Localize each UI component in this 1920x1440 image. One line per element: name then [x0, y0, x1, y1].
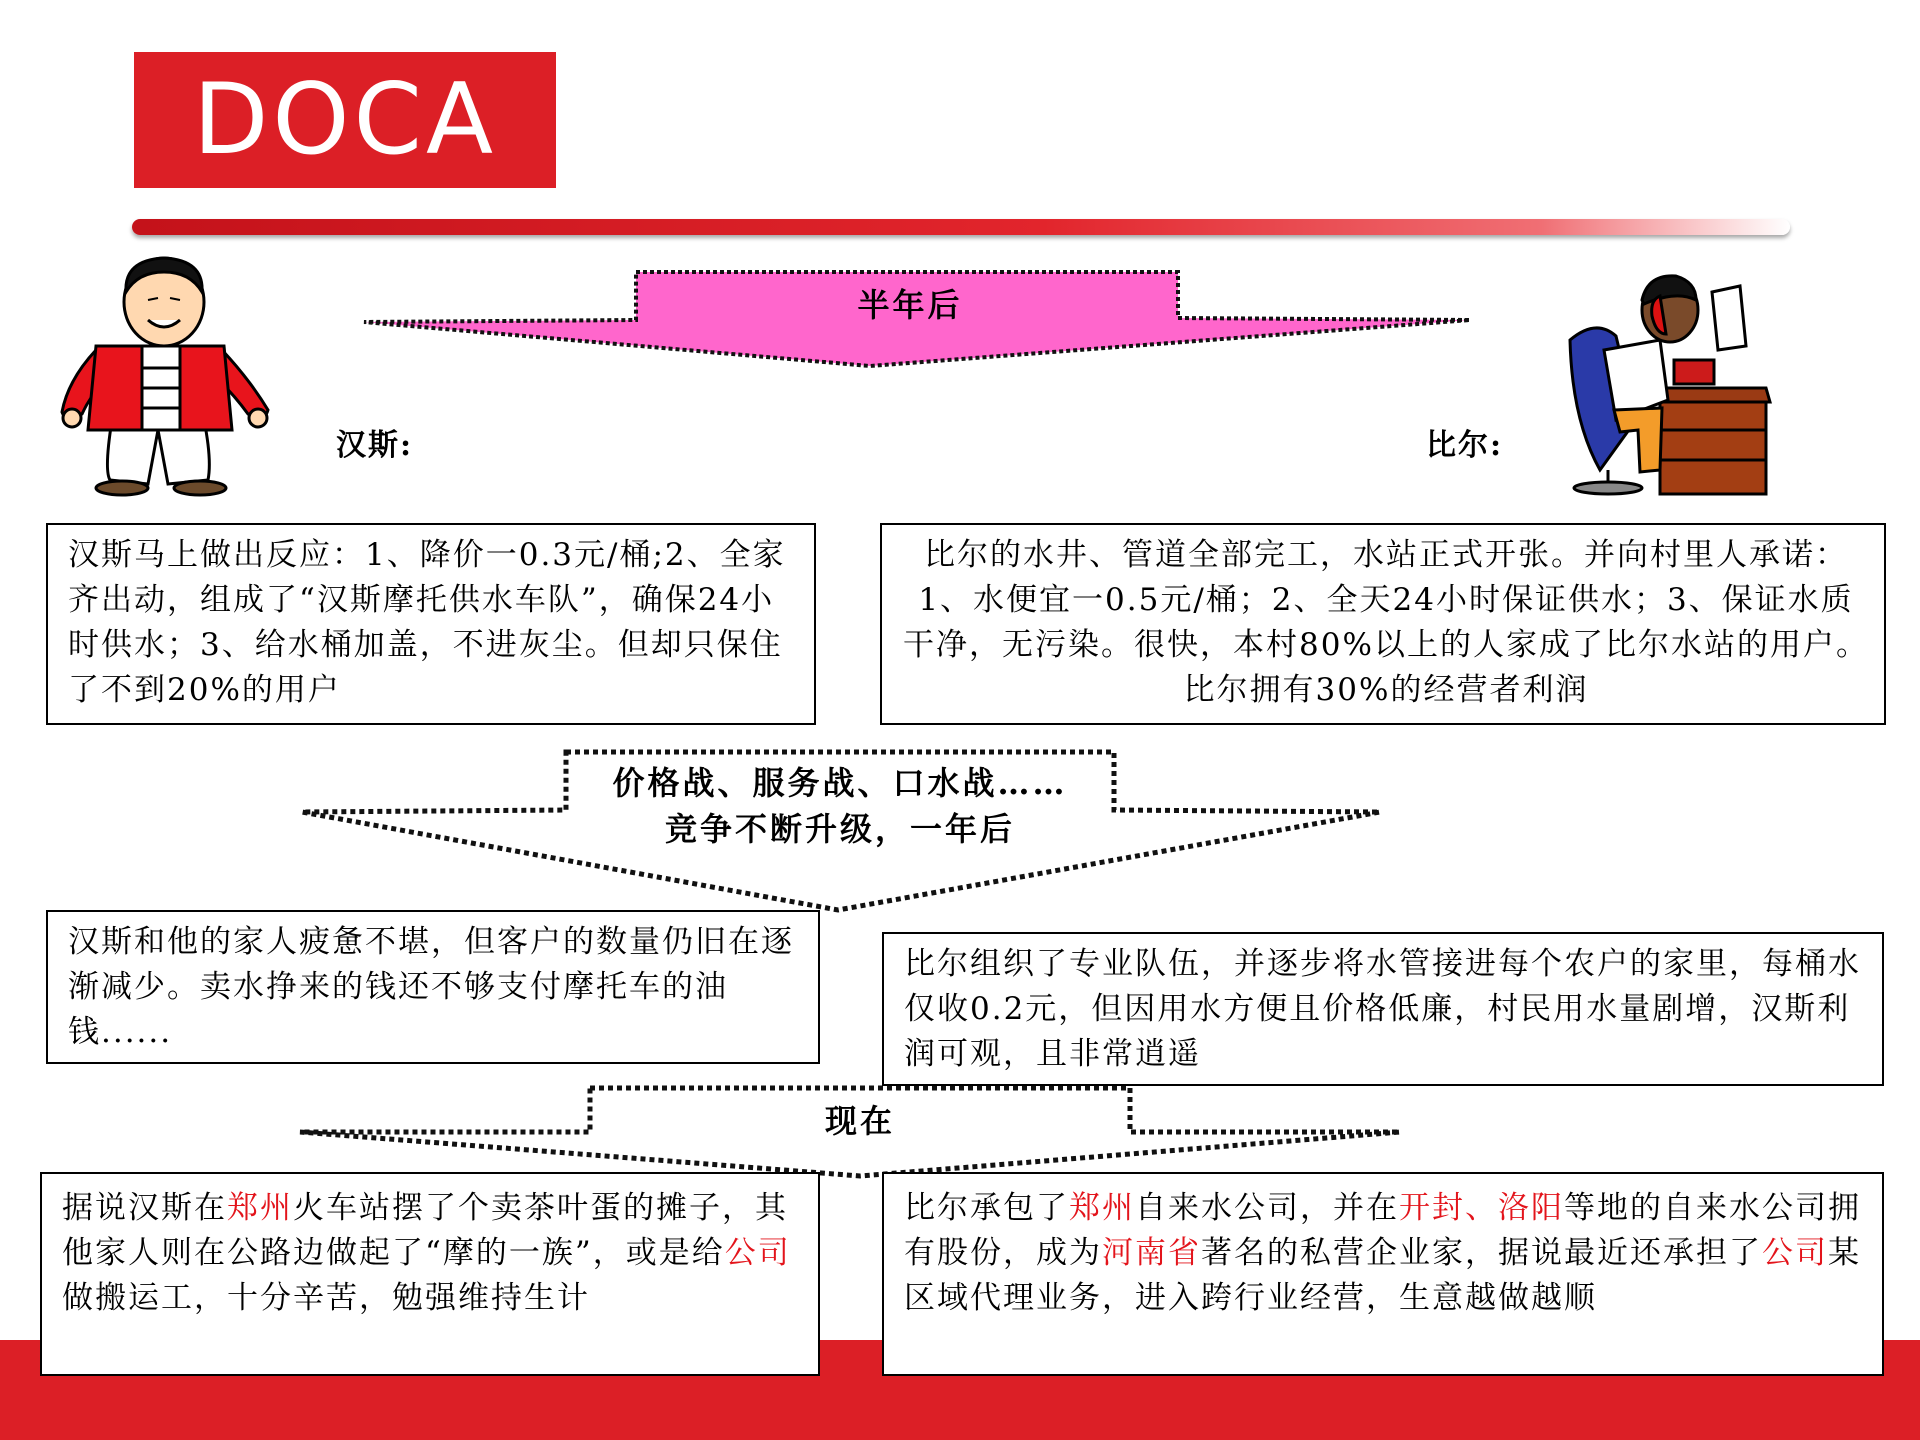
hans-name-label: 汉斯:: [336, 428, 414, 463]
hans-one-year-box: [46, 910, 820, 1064]
bill-now-text-1: 比尔承包了: [904, 1190, 1069, 1226]
bill-now-text-4: 著名的私营企业家，据说最近还承担了: [1201, 1235, 1762, 1271]
bill-half-year-text: 比尔的水井、管道全部完工，水站正式开张。并向村里人承诺：1、水便宜一0.5元/桶；2、全天24小时保证供水；3、保证水质干净，无污染。很快，本村80%以上的人家成了比尔水站的用户。比尔拥有30%的经营者利润: [903, 537, 1869, 708]
bill-now-text-5: 某区域代理业务，进入跨行业经营，生意越做越顺: [904, 1235, 1861, 1316]
hans-half-year-text: 汉斯马上做出反应：1、降价一0.3元/桶;2、全家齐出动，组成了“汉斯摩托供水车队”，确保24小时供水；3、给水桶加盖，不进灰尘。但却只保住了不到20%的用户: [68, 537, 786, 708]
logo-text: DOCA: [192, 63, 498, 177]
bill-now-text-2: 自来水公司，并在: [1135, 1190, 1399, 1226]
hans-now-text-3: 做搬运工，十分辛苦，勉强维持生计: [62, 1280, 590, 1316]
now-label: 现在: [824, 1102, 895, 1140]
hans-now-box: [40, 1172, 820, 1376]
half-year-label: 半年后: [857, 286, 963, 324]
hans-now-highlight-company: 公司: [724, 1235, 791, 1271]
bill-one-year-box: [882, 932, 1884, 1086]
hans-now-text-1: 据说汉斯在: [62, 1190, 227, 1226]
bill-now-text-3: 等地的自来水公司拥有股份，成为: [904, 1190, 1861, 1271]
hans-one-year-text: 汉斯和他的家人疲惫不堪，但客户的数量仍旧在逐渐减少。卖水挣来的钱还不够支付摩托车的油钱......: [68, 924, 794, 1050]
bill-name-label: 比尔:: [1426, 428, 1504, 463]
hans-now-highlight-zhengzhou: 郑州: [227, 1190, 293, 1226]
bill-now-highlight-company: 公司: [1762, 1235, 1828, 1271]
bill-now-box: [882, 1172, 1884, 1376]
bill-half-year-box: [880, 523, 1886, 725]
bill-now-highlight-henan: 河南省: [1102, 1235, 1201, 1271]
price-war-label: 价格战、服务战、口水战……: [612, 764, 1068, 802]
one-year-label: 竞争不断升级，一年后: [664, 810, 1015, 848]
bill-now-highlight-zhengzhou: 郑州: [1069, 1190, 1135, 1226]
bill-one-year-text: 比尔组织了专业队伍，并逐步将水管接进每个农户的家里，每桶水仅收0.2元，但因用水方便且价格低廉，村民用水量剧增，汉斯利润可观，且非常逍遥: [904, 946, 1861, 1072]
bill-now-highlight-cities: 开封、洛阳: [1399, 1190, 1564, 1226]
hans-now-text-2: 火车站摆了个卖茶叶蛋的摊子，其他家人则在公路边做起了“摩的一族”，或是给: [62, 1190, 788, 1271]
hans-character-icon: [62, 258, 268, 495]
hans-half-year-box: [46, 523, 816, 725]
bill-character-icon: [1570, 276, 1770, 494]
